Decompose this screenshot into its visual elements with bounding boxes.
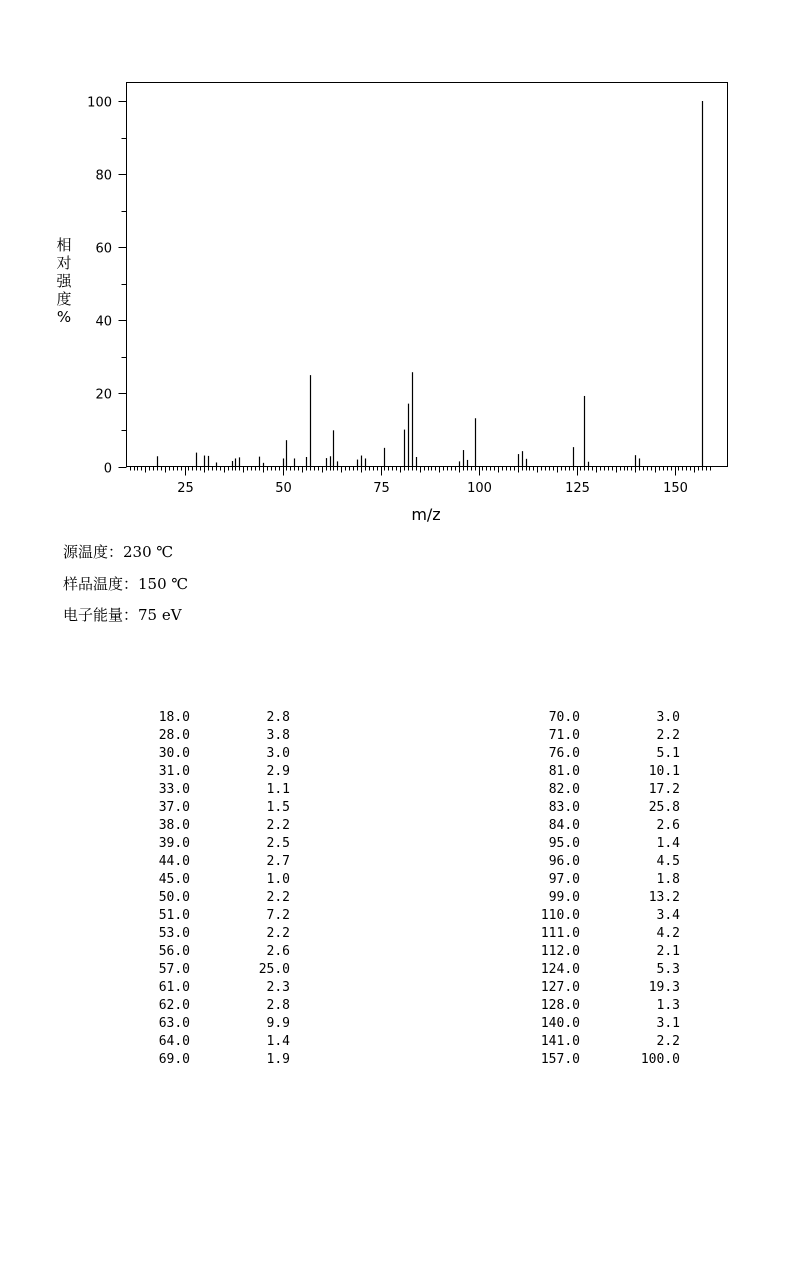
y-tick-label: 0 — [103, 461, 112, 477]
table-row — [120, 979, 290, 997]
plot-frame — [127, 83, 728, 467]
table-row — [120, 1051, 290, 1069]
y-tick-label: 60 — [95, 241, 112, 257]
x-tick-label: 75 — [373, 481, 390, 496]
intensity-value: 1.4 — [266, 1034, 290, 1049]
y-tick-label: 100 — [87, 95, 112, 111]
intensity-value: 2.9 — [266, 764, 290, 779]
intensity-value: 2.1 — [656, 944, 680, 959]
intensity-value: 2.3 — [266, 980, 290, 995]
peak-table-left — [120, 709, 290, 1069]
mz-value: 33.0 — [158, 782, 190, 797]
intensity-value: 9.9 — [266, 1016, 290, 1031]
y-axis-label-char: 度 — [56, 290, 72, 308]
intensity-value: 1.9 — [266, 1052, 290, 1067]
mz-value: 95.0 — [548, 836, 580, 851]
table-row — [510, 781, 680, 799]
y-tick-label: 40 — [95, 314, 112, 330]
mz-value: 83.0 — [548, 800, 580, 815]
table-row — [120, 727, 290, 745]
table-row — [510, 925, 680, 943]
mz-value: 50.0 — [158, 890, 190, 905]
intensity-value: 25.0 — [258, 962, 290, 977]
mz-value: 61.0 — [158, 980, 190, 995]
mz-value: 31.0 — [158, 764, 190, 779]
mz-value: 62.0 — [158, 998, 190, 1013]
mz-value: 127.0 — [540, 980, 580, 995]
intensity-value: 2.6 — [656, 818, 680, 833]
intensity-value: 100.0 — [640, 1052, 680, 1067]
mz-value: 18.0 — [158, 710, 190, 725]
mz-value: 30.0 — [158, 746, 190, 761]
intensity-value: 2.2 — [266, 818, 290, 833]
table-row — [510, 853, 680, 871]
intensity-value: 4.2 — [656, 926, 680, 941]
mz-value: 124.0 — [540, 962, 580, 977]
y-axis-ticks — [87, 96, 126, 477]
x-minor-ticks — [131, 467, 711, 473]
sample-temperature: 样品温度：150 ℃ — [63, 575, 189, 593]
table-row — [120, 709, 290, 727]
table-row — [120, 1033, 290, 1051]
table-row — [120, 871, 290, 889]
table-row — [120, 907, 290, 925]
peak-table-right — [510, 709, 680, 1069]
x-axis-ticks — [177, 467, 688, 497]
x-tick-label: 100 — [467, 481, 492, 496]
source-temperature: 源温度：230 ℃ — [63, 543, 174, 561]
mz-value: 64.0 — [158, 1034, 190, 1049]
mz-value: 45.0 — [158, 872, 190, 887]
mz-value: 57.0 — [158, 962, 190, 977]
mz-value: 141.0 — [540, 1034, 580, 1049]
intensity-value: 3.0 — [656, 710, 680, 725]
intensity-value: 2.7 — [266, 854, 290, 869]
mz-value: 53.0 — [158, 926, 190, 941]
intensity-value: 2.2 — [266, 926, 290, 941]
table-row — [510, 889, 680, 907]
x-tick-label: 150 — [663, 481, 688, 496]
intensity-value: 10.1 — [648, 764, 680, 779]
mz-value: 111.0 — [540, 926, 580, 941]
intensity-value: 2.2 — [656, 1034, 680, 1049]
mz-value: 63.0 — [158, 1016, 190, 1031]
table-row — [510, 745, 680, 763]
table-row — [510, 997, 680, 1015]
intensity-value: 2.5 — [266, 836, 290, 851]
mass-spectrum-chart — [0, 0, 794, 530]
table-row — [120, 925, 290, 943]
table-row — [510, 1033, 680, 1051]
intensity-value: 3.4 — [656, 908, 680, 923]
table-row — [510, 961, 680, 979]
mz-value: 157.0 — [540, 1052, 580, 1067]
mz-value: 44.0 — [158, 854, 190, 869]
mz-value: 96.0 — [548, 854, 580, 869]
mz-value: 56.0 — [158, 944, 190, 959]
table-row — [120, 835, 290, 853]
intensity-value: 19.3 — [648, 980, 680, 995]
table-row — [510, 943, 680, 961]
y-tick-label: 80 — [95, 168, 112, 184]
table-row — [120, 997, 290, 1015]
table-row — [120, 889, 290, 907]
mz-value: 97.0 — [548, 872, 580, 887]
mz-value: 51.0 — [158, 908, 190, 923]
table-row — [120, 961, 290, 979]
intensity-value: 1.3 — [656, 998, 680, 1013]
x-tick-label: 50 — [275, 481, 292, 496]
table-row — [120, 745, 290, 763]
table-row — [510, 799, 680, 817]
table-row — [510, 1015, 680, 1033]
intensity-value: 25.8 — [648, 800, 680, 815]
table-row — [120, 943, 290, 961]
mz-value: 37.0 — [158, 800, 190, 815]
intensity-value: 3.1 — [656, 1016, 680, 1031]
intensity-value: 5.1 — [656, 746, 680, 761]
intensity-value: 2.2 — [266, 890, 290, 905]
x-tick-label: 25 — [177, 481, 194, 496]
table-row — [510, 871, 680, 889]
mz-value: 28.0 — [158, 728, 190, 743]
intensity-value: 7.2 — [266, 908, 290, 923]
x-axis-label: m/z — [411, 505, 441, 524]
table-row — [510, 979, 680, 997]
intensity-value: 1.1 — [266, 782, 290, 797]
x-tick-label: 125 — [565, 481, 590, 496]
mz-value: 128.0 — [540, 998, 580, 1013]
intensity-value: 17.2 — [648, 782, 680, 797]
intensity-value: 2.8 — [266, 998, 290, 1013]
mz-value: 71.0 — [548, 728, 580, 743]
intensity-value: 13.2 — [648, 890, 680, 905]
table-row — [510, 763, 680, 781]
y-tick-label: 20 — [95, 387, 112, 403]
y-axis-label-char: 对 — [56, 254, 72, 272]
intensity-value: 1.4 — [656, 836, 680, 851]
intensity-value: 2.6 — [266, 944, 290, 959]
mz-value: 38.0 — [158, 818, 190, 833]
table-row — [120, 763, 290, 781]
intensity-value: 3.0 — [266, 746, 290, 761]
intensity-value: 4.5 — [656, 854, 680, 869]
y-axis-label-char: % — [56, 308, 72, 326]
table-row — [510, 1051, 680, 1069]
mz-value: 110.0 — [540, 908, 580, 923]
intensity-value: 1.5 — [266, 800, 290, 815]
intensity-value: 5.3 — [656, 962, 680, 977]
mz-value: 140.0 — [540, 1016, 580, 1031]
y-axis-label-char: 相 — [56, 236, 72, 254]
mz-value: 99.0 — [548, 890, 580, 905]
table-row — [120, 853, 290, 871]
mz-value: 112.0 — [540, 944, 580, 959]
mz-value: 84.0 — [548, 818, 580, 833]
table-row — [510, 835, 680, 853]
mz-value: 69.0 — [158, 1052, 190, 1067]
intensity-value: 3.8 — [266, 728, 290, 743]
electron-energy: 电子能量：75 eV — [63, 606, 182, 624]
table-row — [120, 817, 290, 835]
table-row — [510, 817, 680, 835]
table-row — [510, 907, 680, 925]
intensity-value: 1.0 — [266, 872, 290, 887]
intensity-value: 2.8 — [266, 710, 290, 725]
table-row — [510, 709, 680, 727]
intensity-value: 2.2 — [656, 728, 680, 743]
table-row — [120, 1015, 290, 1033]
y-axis-label-char: 强 — [56, 272, 72, 290]
mz-value: 81.0 — [548, 764, 580, 779]
intensity-value: 1.8 — [656, 872, 680, 887]
mz-value: 82.0 — [548, 782, 580, 797]
mz-value: 70.0 — [548, 710, 580, 725]
table-row — [510, 727, 680, 745]
spectrum-peaks — [158, 101, 703, 467]
table-row — [120, 781, 290, 799]
table-row — [120, 799, 290, 817]
mz-value: 39.0 — [158, 836, 190, 851]
mz-value: 76.0 — [548, 746, 580, 761]
y-axis-label — [54, 236, 74, 326]
